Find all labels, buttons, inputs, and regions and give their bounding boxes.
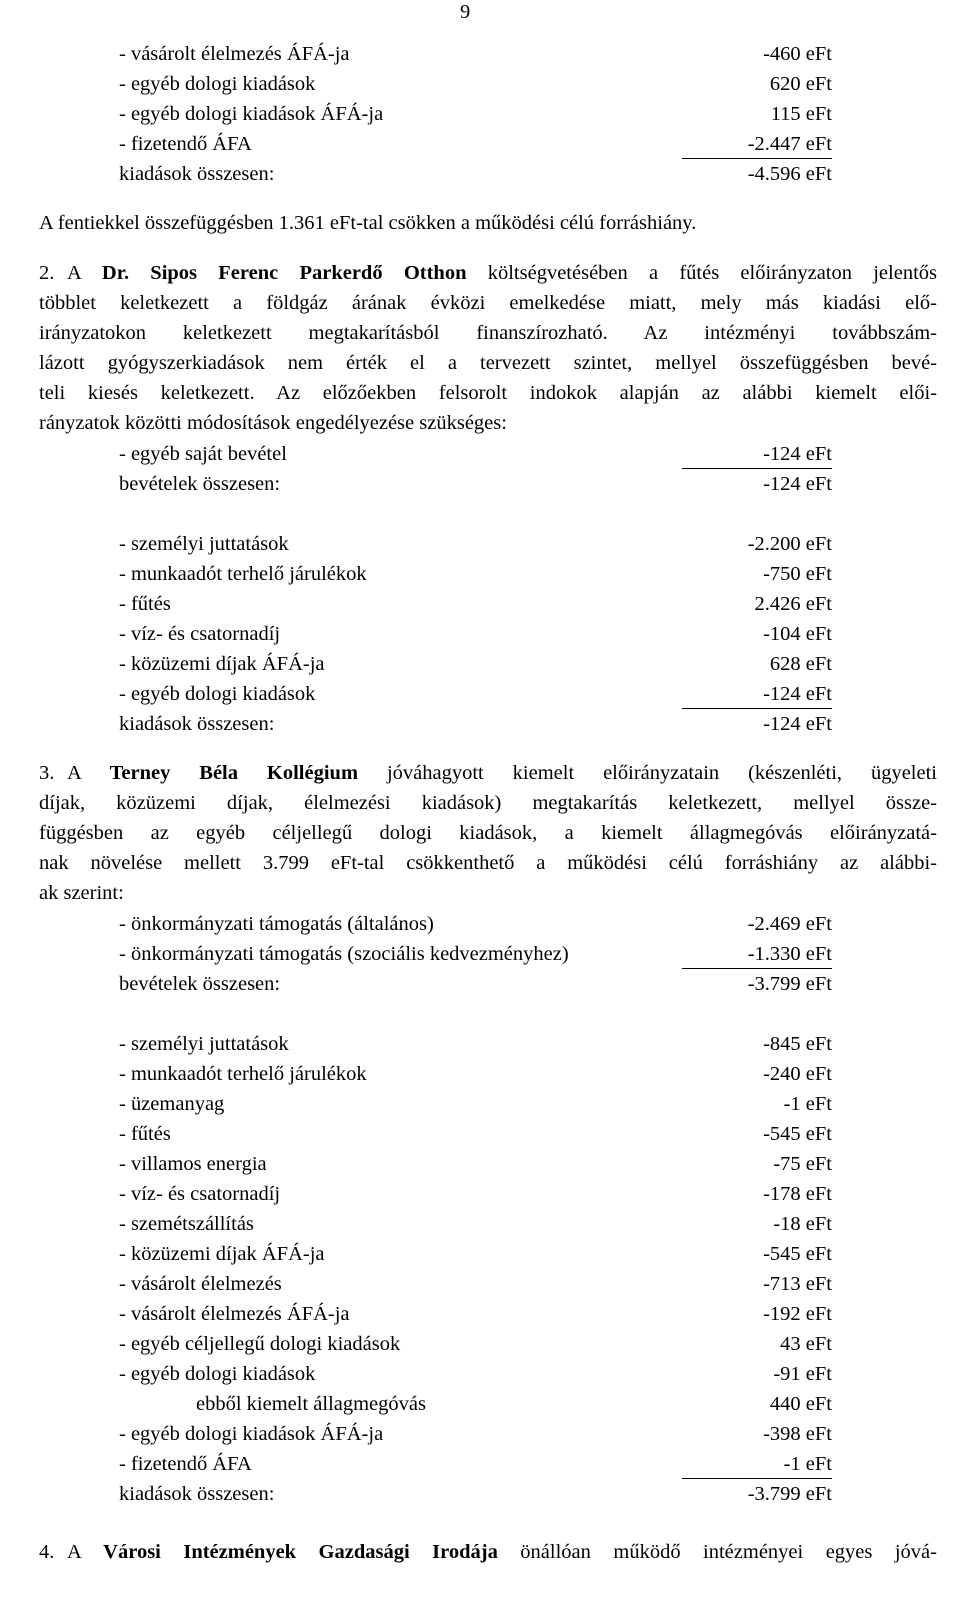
table-row (119, 1270, 832, 1298)
section-3-line-3: függésben az egyéb céljellegű dologi kiadások, a kiemelt állagmegóvás előirányzatá- (39, 822, 937, 844)
section-2-line-3: irányzatokon keletkezett megtakarításból finanszírozható. Az intézményi továbbszám- (39, 322, 937, 344)
table-row (119, 590, 832, 618)
section-2-line-5: teli kiesés keletkezett. Az előzőekben felsorolt indokok alapján az alábbi kiemelt elői- (39, 382, 937, 404)
table-row (119, 650, 832, 678)
row-amount: 440 eFt (769, 1393, 832, 1415)
section-2-line-2: többlet keletkezett a földgáz árának évközi emelkedése miatt, mely más kiadási elő- (39, 292, 937, 314)
section-4-line-1: 4. A Városi Intézmények Gazdasági Irodája önállóan működő intézményei egyes jóvá- (39, 1537, 937, 1567)
row-amount: 628 eFt (769, 653, 832, 675)
row-label: - egyéb céljellegű dologi kiadások (119, 1333, 401, 1355)
row-label: - közüzemi díjak ÁFÁ-ja (119, 653, 325, 675)
section-3-line-2: díjak, közüzemi díjak, élelmezési kiadások) megtakarítás keletkezett, mellyel össze- (39, 792, 937, 814)
table-row (119, 130, 832, 158)
total-row (119, 970, 832, 998)
row-label: - villamos energia (119, 1153, 267, 1175)
row-label: - személyi juttatások (119, 533, 289, 555)
institution-name: Dr. Sipos Ferenc Parkerdő Otthon (101, 262, 467, 284)
row-label: ebből kiemelt állagmegóvás (196, 1393, 426, 1415)
table-row (119, 1330, 832, 1358)
row-label: - víz- és csatornadíj (119, 1183, 281, 1205)
row-amount: -124 eFt (763, 713, 832, 735)
row-label: - egyéb dologi kiadások ÁFÁ-ja (119, 1423, 384, 1445)
table-row (119, 1210, 832, 1238)
total-row (119, 470, 832, 498)
table-row (119, 1030, 832, 1058)
row-amount: 2.426 eFt (754, 593, 832, 615)
row-amount: -460 eFt (763, 43, 832, 65)
row-amount: -240 eFt (763, 1063, 832, 1085)
row-label: - fűtés (119, 593, 171, 615)
row-amount: -845 eFt (763, 1033, 832, 1055)
row-label: - egyéb dologi kiadások (119, 683, 316, 705)
table-row (119, 1150, 832, 1178)
row-amount: -124 eFt (682, 680, 832, 709)
row-label: - egyéb dologi kiadások (119, 73, 316, 95)
row-label: - egyéb dologi kiadások (119, 1363, 316, 1385)
section-3-line-4: nak növelése mellett 3.799 eFt-tal csökkenthető a működési célú forráshiány az alábbi- (39, 852, 937, 874)
row-amount: 43 eFt (780, 1333, 832, 1355)
row-label: - vásárolt élelmezés ÁFÁ-ja (119, 1303, 350, 1325)
row-amount: -3.799 eFt (747, 973, 832, 995)
row-amount: 115 eFt (770, 103, 832, 125)
section-2-line-6: rányzatok közötti módosítások engedélyezése szükséges: (39, 412, 507, 434)
row-label: kiadások összesen: (119, 163, 275, 185)
table-row (119, 1390, 832, 1418)
row-amount: -104 eFt (763, 623, 832, 645)
summary-paragraph: A fentiekkel összefüggésben 1.361 eFt-tal csökken a működési célú forráshiány. (39, 212, 697, 234)
row-amount: -3.799 eFt (747, 1483, 832, 1505)
row-label: - személyi juttatások (119, 1033, 289, 1055)
table-row (119, 1300, 832, 1328)
table-row (119, 440, 832, 468)
section-2-line-4: lázott gyógyszerkiadások nem érték el a tervezett szintet, mellyel összefüggésben bevé- (39, 352, 937, 374)
row-amount: -2.469 eFt (747, 913, 832, 935)
row-amount: -91 eFt (773, 1363, 832, 1385)
row-amount: -18 eFt (773, 1213, 832, 1235)
table-row (119, 1420, 832, 1448)
section-2-line-1: 2. A Dr. Sipos Ferenc Parkerdő Otthon költségvetésében a fűtés előirányzaton jelentős (39, 258, 937, 288)
table-row (119, 100, 832, 128)
row-label: kiadások összesen: (119, 713, 275, 735)
row-label: - vásárolt élelmezés ÁFÁ-ja (119, 43, 350, 65)
row-label: - fizetendő ÁFA (119, 133, 252, 155)
row-label: - munkaadót terhelő járulékok (119, 563, 367, 585)
row-label: - víz- és csatornadíj (119, 623, 281, 645)
row-label: - üzemanyag (119, 1093, 225, 1115)
section-number: 3. (39, 762, 55, 784)
row-label: - önkormányzati támogatás (általános) (119, 913, 434, 935)
row-amount: -750 eFt (763, 563, 832, 585)
row-amount: -713 eFt (763, 1273, 832, 1295)
row-amount: -1 eFt (682, 1450, 832, 1479)
row-label: - szemétszállítás (119, 1213, 254, 1235)
page-number: 9 (460, 1, 471, 23)
table-row (119, 910, 832, 938)
row-amount: -124 eFt (763, 473, 832, 495)
row-amount: -124 eFt (682, 440, 832, 469)
table-row (119, 70, 832, 98)
row-amount: -4.596 eFt (747, 163, 832, 185)
row-amount: -2.200 eFt (747, 533, 832, 555)
row-label: bevételek összesen: (119, 973, 281, 995)
row-label: kiadások összesen: (119, 1483, 275, 1505)
table-row (119, 1120, 832, 1148)
table-row (119, 1090, 832, 1118)
row-amount: -192 eFt (763, 1303, 832, 1325)
section-3-line-1: 3. A Terney Béla Kollégium jóváhagyott kiemelt előirányzatain (készenléti, ügyeleti (39, 758, 937, 788)
table-row (119, 1180, 832, 1208)
row-label: - fűtés (119, 1123, 171, 1145)
table-row (119, 620, 832, 648)
table-row (119, 1240, 832, 1268)
row-amount: 620 eFt (769, 73, 832, 95)
row-amount: -545 eFt (763, 1243, 832, 1265)
row-label: - egyéb dologi kiadások ÁFÁ-ja (119, 103, 384, 125)
total-row (119, 710, 832, 738)
section-3-line-5: ak szerint: (39, 882, 124, 904)
row-label: - közüzemi díjak ÁFÁ-ja (119, 1243, 325, 1265)
institution-name: Városi Intézmények Gazdasági Irodája (103, 1541, 498, 1563)
row-amount: -2.447 eFt (682, 130, 832, 159)
row-label: - fizetendő ÁFA (119, 1453, 252, 1475)
table-row (119, 40, 832, 68)
table-row (119, 530, 832, 558)
table-row (119, 1360, 832, 1388)
table-row (119, 680, 832, 708)
table-row (119, 940, 832, 968)
row-label: - munkaadót terhelő járulékok (119, 1063, 367, 1085)
table-row (119, 560, 832, 588)
row-amount: -1.330 eFt (682, 940, 832, 969)
row-label: - vásárolt élelmezés (119, 1273, 282, 1295)
table-row (119, 1450, 832, 1478)
row-amount: -545 eFt (763, 1123, 832, 1145)
row-amount: -398 eFt (763, 1423, 832, 1445)
row-amount: -178 eFt (763, 1183, 832, 1205)
row-amount: -75 eFt (773, 1153, 832, 1175)
total-row (119, 1480, 832, 1508)
row-label: bevételek összesen: (119, 473, 281, 495)
total-row (119, 160, 832, 188)
table-row (119, 1060, 832, 1088)
section-number: 4. (39, 1541, 55, 1563)
institution-name: Terney Béla Kollégium (109, 762, 359, 784)
row-amount: -1 eFt (783, 1093, 832, 1115)
row-label: - egyéb saját bevétel (119, 443, 287, 465)
section-number: 2. (39, 262, 55, 284)
row-label: - önkormányzati támogatás (szociális kedvezményhez) (119, 943, 569, 965)
